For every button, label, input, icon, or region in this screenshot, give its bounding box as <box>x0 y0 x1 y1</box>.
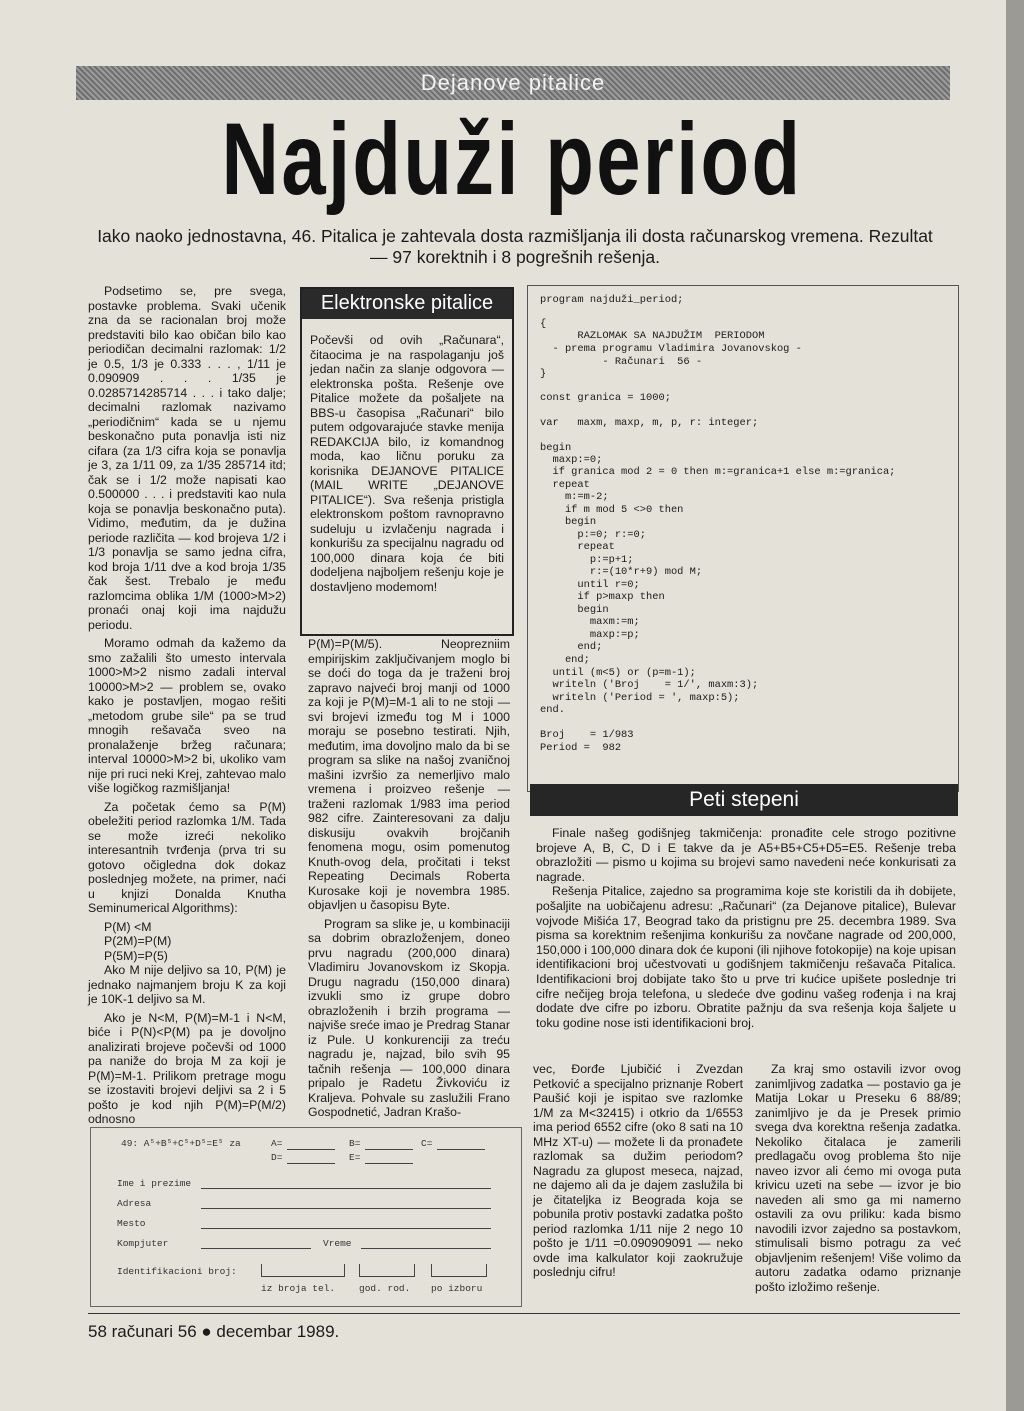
column-1 <box>88 284 286 1131</box>
time-field[interactable] <box>361 1248 491 1249</box>
code-line: if p>maxp then <box>540 591 665 603</box>
coupon-e-label: E= <box>349 1152 361 1163</box>
peti-stepeni-text <box>536 826 956 1030</box>
code-line: maxp:=p; <box>540 629 640 641</box>
code-line: if granica mod 2 = 0 then m:=granica+1 else m:=granica; <box>540 466 896 478</box>
col1-paragraph-5: Ako je N<M, P(M)=M-1 i N<M, biće i P(N)<P(M) pa je dovoljno analizirati brojeve počevši od 1000 pa naniže do broja M za koji je P(M)=M-1. Prilikom pretrage mogu se izostaviti brojevi deljivi sa 2 i 5 pošto je kod njih P(M)=P(M/2) odnosno <box>88 1010 286 1126</box>
c-field[interactable] <box>437 1149 485 1150</box>
col2-paragraph-2: Program sa slike je, u kombinaciji sa dobrim obrazloženjem, doneo prvu nagradu (200,000 dinara) Vladimiru Jovanovskom iz Skopja. Drugu nagradu (150,000 dinara) izvukli smo iz grupe dobro obrazloženih i brzih programa — najviše sreće imao je Predrag Stanar iz Pule. U konkurenciji za treću nagradu je, najzad, bilo svih 95 tačnih rešenja — 100,000 dinara pripalo je Radetu Živkoviću iz Kraljeva. Pohvale su zaslužili Frano Gospodnetić, Jadran Krašo- <box>308 916 510 1119</box>
code-line: repeat <box>540 479 590 491</box>
code-line: const granica = 1000; <box>540 392 671 404</box>
col1-paragraph-3: Za početak ćemo sa P(M) obeležiti period razlomka 1/M. Tada se može izreći nekoliko interesantnih tvrđenja (prva tri su gotovo očigledna dok dokaz poslednjeg možete, na primer, naći u knjizi Donalda Knutha Seminumerical Algorithms): <box>88 799 286 915</box>
col1-paragraph-2: Moramo odmah da kažemo da smo zažalili što umesto intervala 1000>M>2 nismo zadali interval 10000>M>2 — problem se, ovako kako je postavljen, mogao rešiti „metodom grube sile“ pa se trud mnogih rešavača sveo na pronalaženje bržeg računara; interval 10000>M>2 bi, ukoliko vam nije pri ruci neki Krej, zahtevao malo više logičkog razmišljanja! <box>88 636 286 795</box>
address-label: Adresa <box>117 1198 152 1209</box>
code-output-line: Broj = 1/983 <box>540 729 634 741</box>
code-line: writeln ('Period = ', maxp:5); <box>540 692 740 704</box>
article-title: Najduži period <box>221 102 803 216</box>
code-line: end; <box>540 641 603 653</box>
coupon-d-label: D= <box>271 1152 283 1163</box>
id-boxes-phone[interactable] <box>261 1264 345 1277</box>
code-line: maxm:=m; <box>540 616 640 628</box>
code-line: - Računari 56 - <box>540 356 703 368</box>
code-line: maxp:=0; <box>540 454 603 466</box>
id-phone-caption: iz broja tel. <box>261 1283 336 1294</box>
code-line: until r=0; <box>540 579 640 591</box>
code-line: r:=(10*r+9) mod M; <box>540 566 703 578</box>
banner-text: Dejanove pitalice <box>420 70 606 95</box>
box-body: Počevši od ovih „Računara“, čitaocima je na raspolaganju još jedan način za slanje odgovora — elektronska pošta. Rešenje ove Pitalice možete da pošaljete na BBS-u časopisa „Računari“ bilo putem odgovarajuće stavke menija REDAKCIJA bilo, iz komandnog moda, kao ličnu poruku za korisnika DEJANOVE PITALICE (MAIL WRITE „DEJANOVE PITALICE“). Sva rešenja pristigla elektronskom poštom ravnopravno sudeluju u izvlačenju nagrada i konkurišu za specijalnu nagradu od 100,000 dinara koja će biti dodeljena najboljem rešenju koje je dostavljeno modemom! <box>310 333 504 594</box>
peti-paragraph-1: Finale našeg godišnjeg takmičenja: pronađite cele strogo pozitivne brojeve A, B, C, D i E takve da je A5+B5+C5+D5=E5. Rešenje treba obrazložiti — pismo u kojima su brojevi samo navedeni neće konkurisati za nagrade. <box>536 826 956 884</box>
footer-rule <box>88 1313 960 1314</box>
box-header: Elektronske pitalice <box>302 289 512 319</box>
code-line: if m mod 5 <>0 then <box>540 504 684 516</box>
id-choice-caption: po izboru <box>431 1283 483 1294</box>
peti-stepeni-header: Peti stepeni <box>530 784 958 816</box>
id-year-caption: god. rod. <box>359 1283 411 1294</box>
coupon-c-label: C= <box>421 1138 433 1149</box>
program-listing <box>527 285 959 792</box>
code-line: { <box>540 318 547 330</box>
name-label: Ime i prezime <box>117 1178 192 1189</box>
code-line: var maxm, maxp, m, p, r: integer; <box>540 417 759 429</box>
d-field[interactable] <box>287 1163 335 1164</box>
address-field[interactable] <box>201 1208 491 1209</box>
col2-paragraph-1: P(M)=P(M/5). Neoprezniim empirijskim zaključivanjem moglo bi se doći do toga da je traženi broj zapravo najveći broj manji od 1000 za koji je P(M)=M-1 ali to ne stoji — svi brojevi između tog M i 1000 moraju se posebno testirati. Njih, međutim, ima dovoljno malo da bi se program sa slike na našoj zvaničnoj mašini izvršio za nemerljivo malo vremena i proizveo rešenje — traženi razlomak 1/983 ima period 982 cifre. Zainteresovani za dalju diskusiju ovakvih brojčanih fenomena mogu, osim pomenutog Knuth-ovog dela, pročitati i tekst Repeating Decimals Roberta Kurosake koji je novembra 1985. objavljen u časopisu Byte. <box>308 637 510 912</box>
code-line: p:=p+1; <box>540 554 634 566</box>
code-line: m:=m-2; <box>540 491 609 503</box>
id-boxes-choice[interactable] <box>431 1264 487 1277</box>
computer-label: Kompjuter <box>117 1238 169 1249</box>
code-line: p:=0; r:=0; <box>540 529 647 541</box>
b-field[interactable] <box>365 1149 413 1150</box>
column-2 <box>308 637 510 1124</box>
code-line: end. <box>540 704 565 716</box>
coupon-b-label: B= <box>349 1138 361 1149</box>
code-line: } <box>540 368 547 380</box>
code-line: repeat <box>540 541 615 553</box>
time-label: Vreme <box>323 1238 352 1249</box>
coupon-a-label: A= <box>271 1138 283 1149</box>
code-line: RAZLOMAK SA NAJDUŽIM PERIODOM <box>540 330 765 342</box>
code-line: until (m<5) or (p=m-1); <box>540 667 696 679</box>
peti-paragraph-2: Rešenja Pitalice, zajedno sa programima koje ste koristili da ih dobijete, pošaljite na uobičajenu adresu: „Računari“ (za Dejanove pitalice), Bulevar vojvode Mišića 17, Beograd tako da pristignu pre 25. decembra 1989. Sva pisma sa korektnim rešenjima konkurišu za novčane nagrade od 200,000, 150,000 i 100,000 dinara dok će kuponi (ili njihove fotokopije) na koje upisan identifikacioni broj učestvovati u godišnjem takmičenju rešavača Pitalica. Identifikacioni broj dobijate tako što u prve tri kućice upišete poslednje tri cifre nečijeg broja telefona, u sledeće dve godinu vašeg rođenja i na kraj dodate dve cifre po izboru. Obratite pažnju da sva rešenja koja šaljete u toku godine nose isti identifikacioni broj. <box>536 884 956 1030</box>
a-field[interactable] <box>287 1149 335 1150</box>
col4-paragraph: Za kraj smo ostavili izvor ovog zanimljivog zadatka — postavio ga je Matija Lokar u Preseku 6 88/89; zanimljivo je da je Presek primio svega dva korektna rešenja zadatka. Nekoliko čitalaca je zamerili predlagaču ovog problema što nije naveo izvor ali ćemo mi ovoga puta krivicu uzeti na sebe — izvor je bio naveden ali smo ga mi namerno ostavili za ovu priliku: kada bismo navodili izvor zajedno sa postavkom, stimulisali bismo potragu za već objavljenim rešenjem! Više volimo da autoru zadatka odamo priznanje pošto izložimo rešenje. <box>755 1062 961 1294</box>
name-field[interactable] <box>201 1188 491 1189</box>
id-boxes-year[interactable] <box>359 1264 415 1277</box>
code-line: begin <box>540 516 597 528</box>
code-line: end; <box>540 654 590 666</box>
entry-coupon <box>90 1127 522 1307</box>
city-field[interactable] <box>201 1228 491 1229</box>
article-lead: Iako naoko jednostavna, 46. Pitalica je zahtevala dosta razmišljanja ili dosta računarskog vremena. Rezultat — 97 korektnih i 8 pogrešnih rešenja. <box>97 226 933 267</box>
e-field[interactable] <box>365 1163 413 1164</box>
code-line: program najduži_period; <box>540 294 684 306</box>
code-output-line: Period = 982 <box>540 742 622 754</box>
electronic-pitalice-box <box>300 287 514 636</box>
coupon-equation: 49: A⁵+B⁵+C⁵+D⁵=E⁵ za <box>121 1138 241 1149</box>
col1-paragraph-4: Ako M nije deljivo sa 10, P(M) je jednako najmanjem broju K za koji je 10K-1 deljivo sa M. <box>88 963 286 1006</box>
id-label: Identifikacioni broj: <box>117 1266 237 1277</box>
page-edge <box>1006 0 1024 1411</box>
code-line: - prema programu Vladimira Jovanovskog - <box>540 343 802 355</box>
code-line: begin <box>540 442 572 454</box>
page-footer: 58 računari 56 ● decembar 1989. <box>88 1322 340 1341</box>
section-banner <box>76 66 950 100</box>
city-label: Mesto <box>117 1218 146 1229</box>
col1-paragraph-1: Podsetimo se, pre svega, postavke problema. Svaki učenik zna da se racionalan broj može predstaviti bilo kao običan bilo kao periodičan decimalni razlomak: 1/2 je 0.5, 1/3 je 0.333 . . . , 1/11 je 0.090909 . . . 1/35 je 0.0285714285714 . . . i tako dalje; decimalni razlomak nazivamo „periodičnim“ kada se u njemu beskonačno puta ponavlja isti niz cifara (za 1/3 cifra koja se ponavlja je 3, za 1/11 09, za 1/35 285714 itd; čak se i 1/2 može napisati kao 0.500000 . . . i predstaviti kao nula koja se ponavlja beskonačno puta). Vidimo, međutim, da je dužina periode različita — kod brojeva 1/2 i 1/3 ponavlja se samo jedna cifra, kod broja 1/11 dve a kod broja 1/35 čak šest. Trebalo je među razlomcima oblika 1/M (1000>M>2) pronaći onaj koji ima najdužu periodu. <box>88 284 286 632</box>
column-3 <box>533 1062 743 1284</box>
col3-paragraph: vec, Đorđe Ljubičić i Zvezdan Petković a specijalno priznanje Robert Paušić koji je ispitao sve razlomke 1/M za M<32415) i otkrio da 1/6553 ima period 6552 cifre (oko 8 sati na 10 MHz XT-u) — možete li da pronađete razlomak sa dužim periodom? Nagradu za glupost meseca, najzad, ne dajemo ali da je dajem zaslužila bi je čitateljka iz Beograda koja se pobunila protiv postavki zadatka pošto period razlomka 1/11 nije 2 nego 10 pošto je 1/11 =0.090909091 — neko ovde ima kalkulator koji zaokružuje poslednju cifru! <box>533 1062 743 1279</box>
computer-field[interactable] <box>201 1248 311 1249</box>
code-line: begin <box>540 604 609 616</box>
formulas: P(M) <M P(2M)=P(M) P(5M)=P(5) <box>104 919 172 963</box>
column-4 <box>755 1062 961 1298</box>
code-line: writeln ('Broj = 1/', maxm:3); <box>540 679 759 691</box>
